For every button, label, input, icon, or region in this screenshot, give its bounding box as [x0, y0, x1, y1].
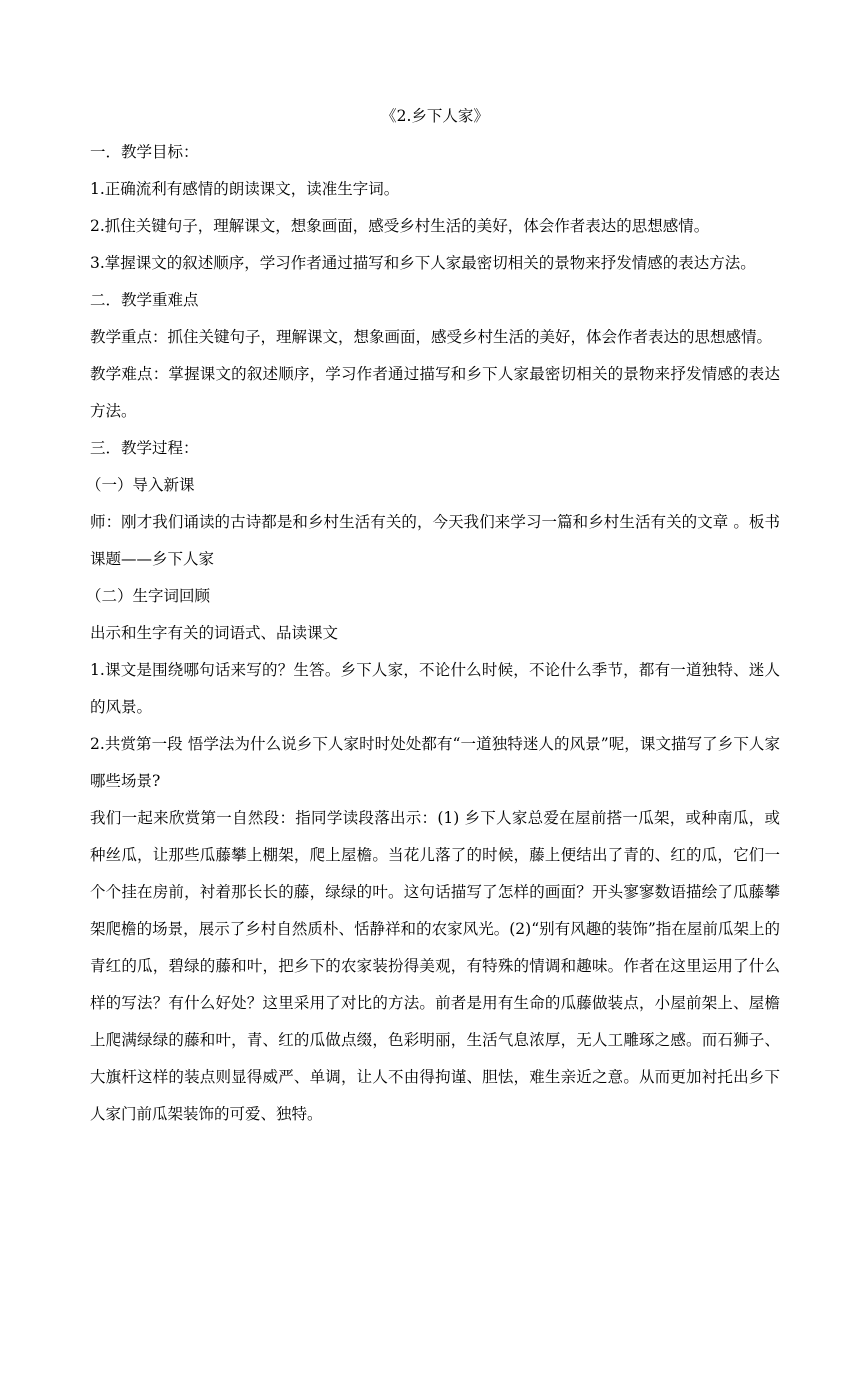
document-title: 《2.乡下人家》: [381, 107, 489, 125]
paragraph: 2.共赏第一段 悟学法为什么说乡下人家时时处处都有“一道独特迷人的风景”呢，课文描写了乡下人家哪些场景?: [90, 735, 780, 790]
paragraph: 教学重点：抓住关键句子，理解课文，想象画面，感受乡村生活的美好，体会作者表达的思想感情。: [90, 328, 773, 346]
paragraph: 我们一起来欣赏第一自然段：指同学读段落出示：(1) 乡下人家总爱在屋前搭一瓜架，或种南瓜，或种丝瓜，让那些瓜藤攀上棚架，爬上屋檐。当花儿落了的时候，藤上便结出了青的、红的瓜，它们一个个挂在房前，衬着那长长的藤，绿绿的叶。这句话描写了怎样的画面？开头寥寥数语描绘了瓜藤攀架爬檐的场景，展示了乡村自然质朴、恬静祥和的农家风光。(2)“别有风趣的装饰”指在屋前瓜架上的青红的瓜，碧绿的藤和叶，把乡下的农家装扮得美观，有特殊的情调和趣味。作者在这里运用了什么样的写法？有什么好处？这里采用了对比的方法。前者是用有生命的瓜藤做装点，小屋前架上、屋檐上爬满绿绿的藤和叶，青、红的瓜做点缀，色彩明丽，生活气息浓厚，无人工雕琢之感。而石狮子、大旗杆这样的装点则显得威严、单调，让人不由得拘谨、胆怯，难生亲近之意。从而更加衬托出乡下人家门前瓜架装饰的可爱、独特。: [90, 809, 780, 1123]
paragraph: 3.掌握课文的叙述顺序，学习作者通过描写和乡下人家最密切相关的景物来抒发情感的表达方法。: [90, 254, 756, 272]
text-line: 1.正确流利有感情的朗读课文，读准生字词。: [90, 180, 400, 198]
paragraph: 教学难点：掌握课文的叙述顺序，学习作者通过描写和乡下人家最密切相关的景物来抒发情感的表达方法。: [90, 365, 780, 420]
subheading: （二）生字词回顾: [86, 587, 211, 605]
subheading: （一）导入新课: [86, 476, 195, 494]
text-line: 三．教学过程：: [90, 439, 199, 457]
text-line: 二．教学重难点: [90, 291, 199, 309]
text-line: 一．教学目标：: [90, 143, 199, 161]
text-line: 出示和生字有关的词语式、品读课文: [90, 624, 339, 642]
document-body: [86, 134, 780, 1133]
paragraph: 1.课文是围绕哪句话来写的？生答。乡下人家，不论什么时候，不论什么季节，都有一道独特、迷人的风景。: [90, 661, 780, 716]
text-line: 2.抓住关键句子，理解课文，想象画面，感受乡村生活的美好，体会作者表达的思想感情。: [90, 217, 710, 235]
document-page: [86, 98, 780, 1133]
paragraph: 师：刚才我们诵读的古诗都是和乡村生活有关的，今天我们来学习一篇和乡村生活有关的文章 。板书课题——乡下人家: [90, 513, 780, 568]
